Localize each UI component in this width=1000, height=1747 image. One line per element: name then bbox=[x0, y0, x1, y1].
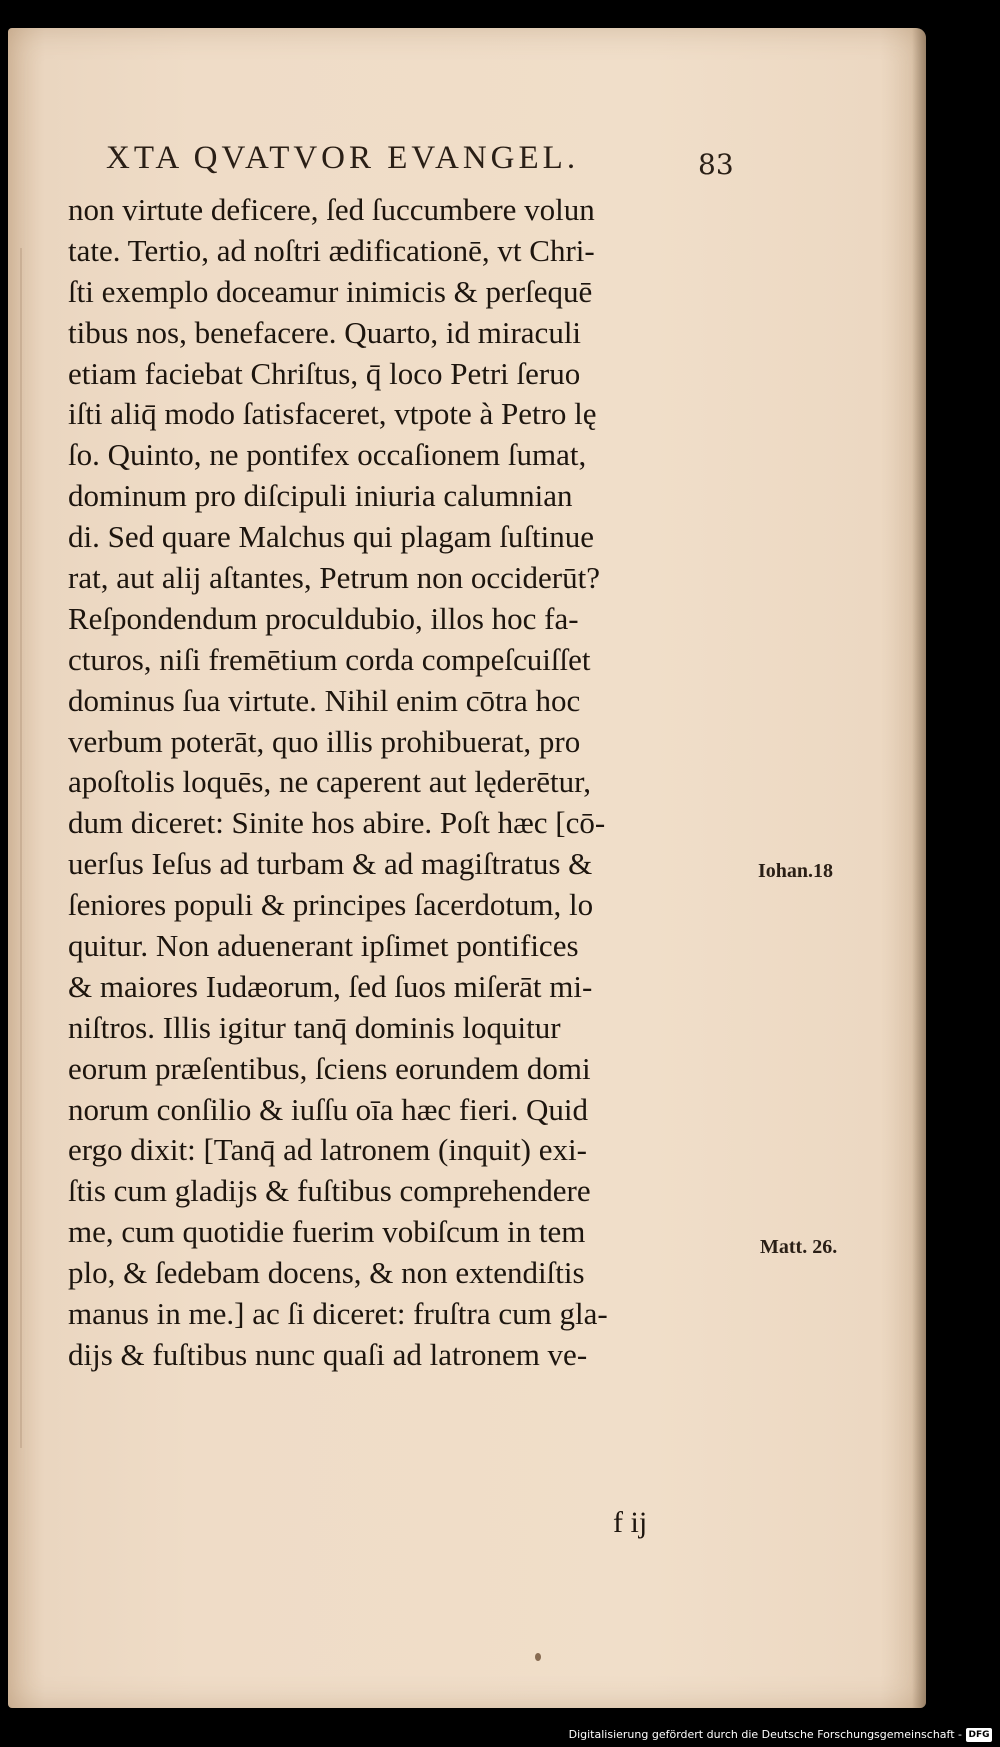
text-line: quitur. Non aduenerant ipſimet pontifices bbox=[68, 928, 579, 964]
funding-credit: Digitalisierung gefördert durch die Deutsche Forschungsgemeinschaft - bbox=[568, 1728, 962, 1741]
text-line: plo, & ſedebam docens, & non extendiſtis bbox=[68, 1255, 585, 1291]
text-line: eorum præſentibus, ſciens eorundem domi bbox=[68, 1050, 591, 1086]
text-line: ſeniores populi & principes ſacerdotum, lo bbox=[68, 887, 594, 923]
text-line: tibus nos, benefacere. Quarto, id miraculi bbox=[68, 314, 582, 350]
text-line: rat, aut alij aſtantes, Petrum non occiderūt? bbox=[68, 560, 600, 596]
text-line: me, cum quotidie fuerim vobiſcum in tem bbox=[68, 1214, 586, 1250]
text-line: cturos, niſi fremētium corda compeſcuiſſet bbox=[68, 641, 591, 677]
text-line: iſti aliq̄ modo ſatisfaceret, vtpote à Petro lę bbox=[68, 396, 597, 432]
marginal-note-johan: Iohan.18 bbox=[758, 860, 834, 882]
text-line: manus in me.] ac ſi diceret: fruſtra cum gla- bbox=[68, 1296, 608, 1332]
text-line: etiam faciebat Chriſtus, q̄ loco Petri ſeruo bbox=[68, 355, 581, 391]
ink-smudge bbox=[535, 1653, 541, 1661]
body-text bbox=[68, 190, 768, 1376]
text-line: dominus ſua virtute. Nihil enim cōtra hoc bbox=[68, 682, 581, 718]
text-line: dominum pro diſcipuli iniuria calumnian bbox=[68, 478, 573, 514]
text-line: dum diceret: Sinite hos abire. Poſt hæc [cō- bbox=[68, 805, 606, 841]
gutter-mark bbox=[20, 248, 22, 1448]
text-line: ſtis cum gladijs & fuſtibus comprehendere bbox=[68, 1173, 591, 1209]
text-line: ergo dixit: [Tanq̄ ad latronem (inquit) exi- bbox=[68, 1132, 587, 1168]
text-line: niſtros. Illis igitur tanq̄ dominis loquitur bbox=[68, 1009, 561, 1045]
marginal-note-matt: Matt. 26. bbox=[760, 1236, 838, 1258]
text-line: ſti exemplo doceamur inimicis & perſequē bbox=[68, 273, 593, 309]
dfg-logo-icon: DFG bbox=[966, 1728, 992, 1742]
running-head: XTA QVATVOR EVANGEL. bbox=[106, 140, 580, 176]
signature-mark: f ij bbox=[613, 1506, 648, 1539]
text-line: non virtute deficere, ſed ſuccumbere volun bbox=[68, 192, 595, 227]
text-line: & maiores Iudæorum, ſed ſuos miſerāt mi- bbox=[68, 968, 593, 1004]
text-line: tate. Tertio, ad noſtri ædificationē, vt Chri- bbox=[68, 232, 595, 268]
book-page bbox=[8, 28, 926, 1708]
text-line: verbum poterāt, quo illis prohibuerat, pro bbox=[68, 723, 581, 759]
text-line: di. Sed quare Malchus qui plagam ſuſtinue bbox=[68, 519, 595, 555]
folio-number: 83 bbox=[698, 148, 734, 181]
text-line: Reſpondendum proculdubio, illos hoc fa- bbox=[68, 600, 579, 636]
text-line: norum conſilio & iuſſu oīa hæc fieri. Quid bbox=[68, 1091, 589, 1127]
page-edge-shadow bbox=[912, 28, 926, 1708]
text-line: dijs & fuſtibus nunc quaſi ad latronem ve- bbox=[68, 1336, 588, 1372]
text-line: uerſus Ieſus ad turbam & ad magiſtratus & bbox=[68, 846, 593, 882]
text-line: apoſtolis loquēs, ne caperent aut lęderētur, bbox=[68, 764, 591, 800]
text-line: ſo. Quinto, ne pontifex occaſionem ſumat, bbox=[68, 437, 587, 473]
